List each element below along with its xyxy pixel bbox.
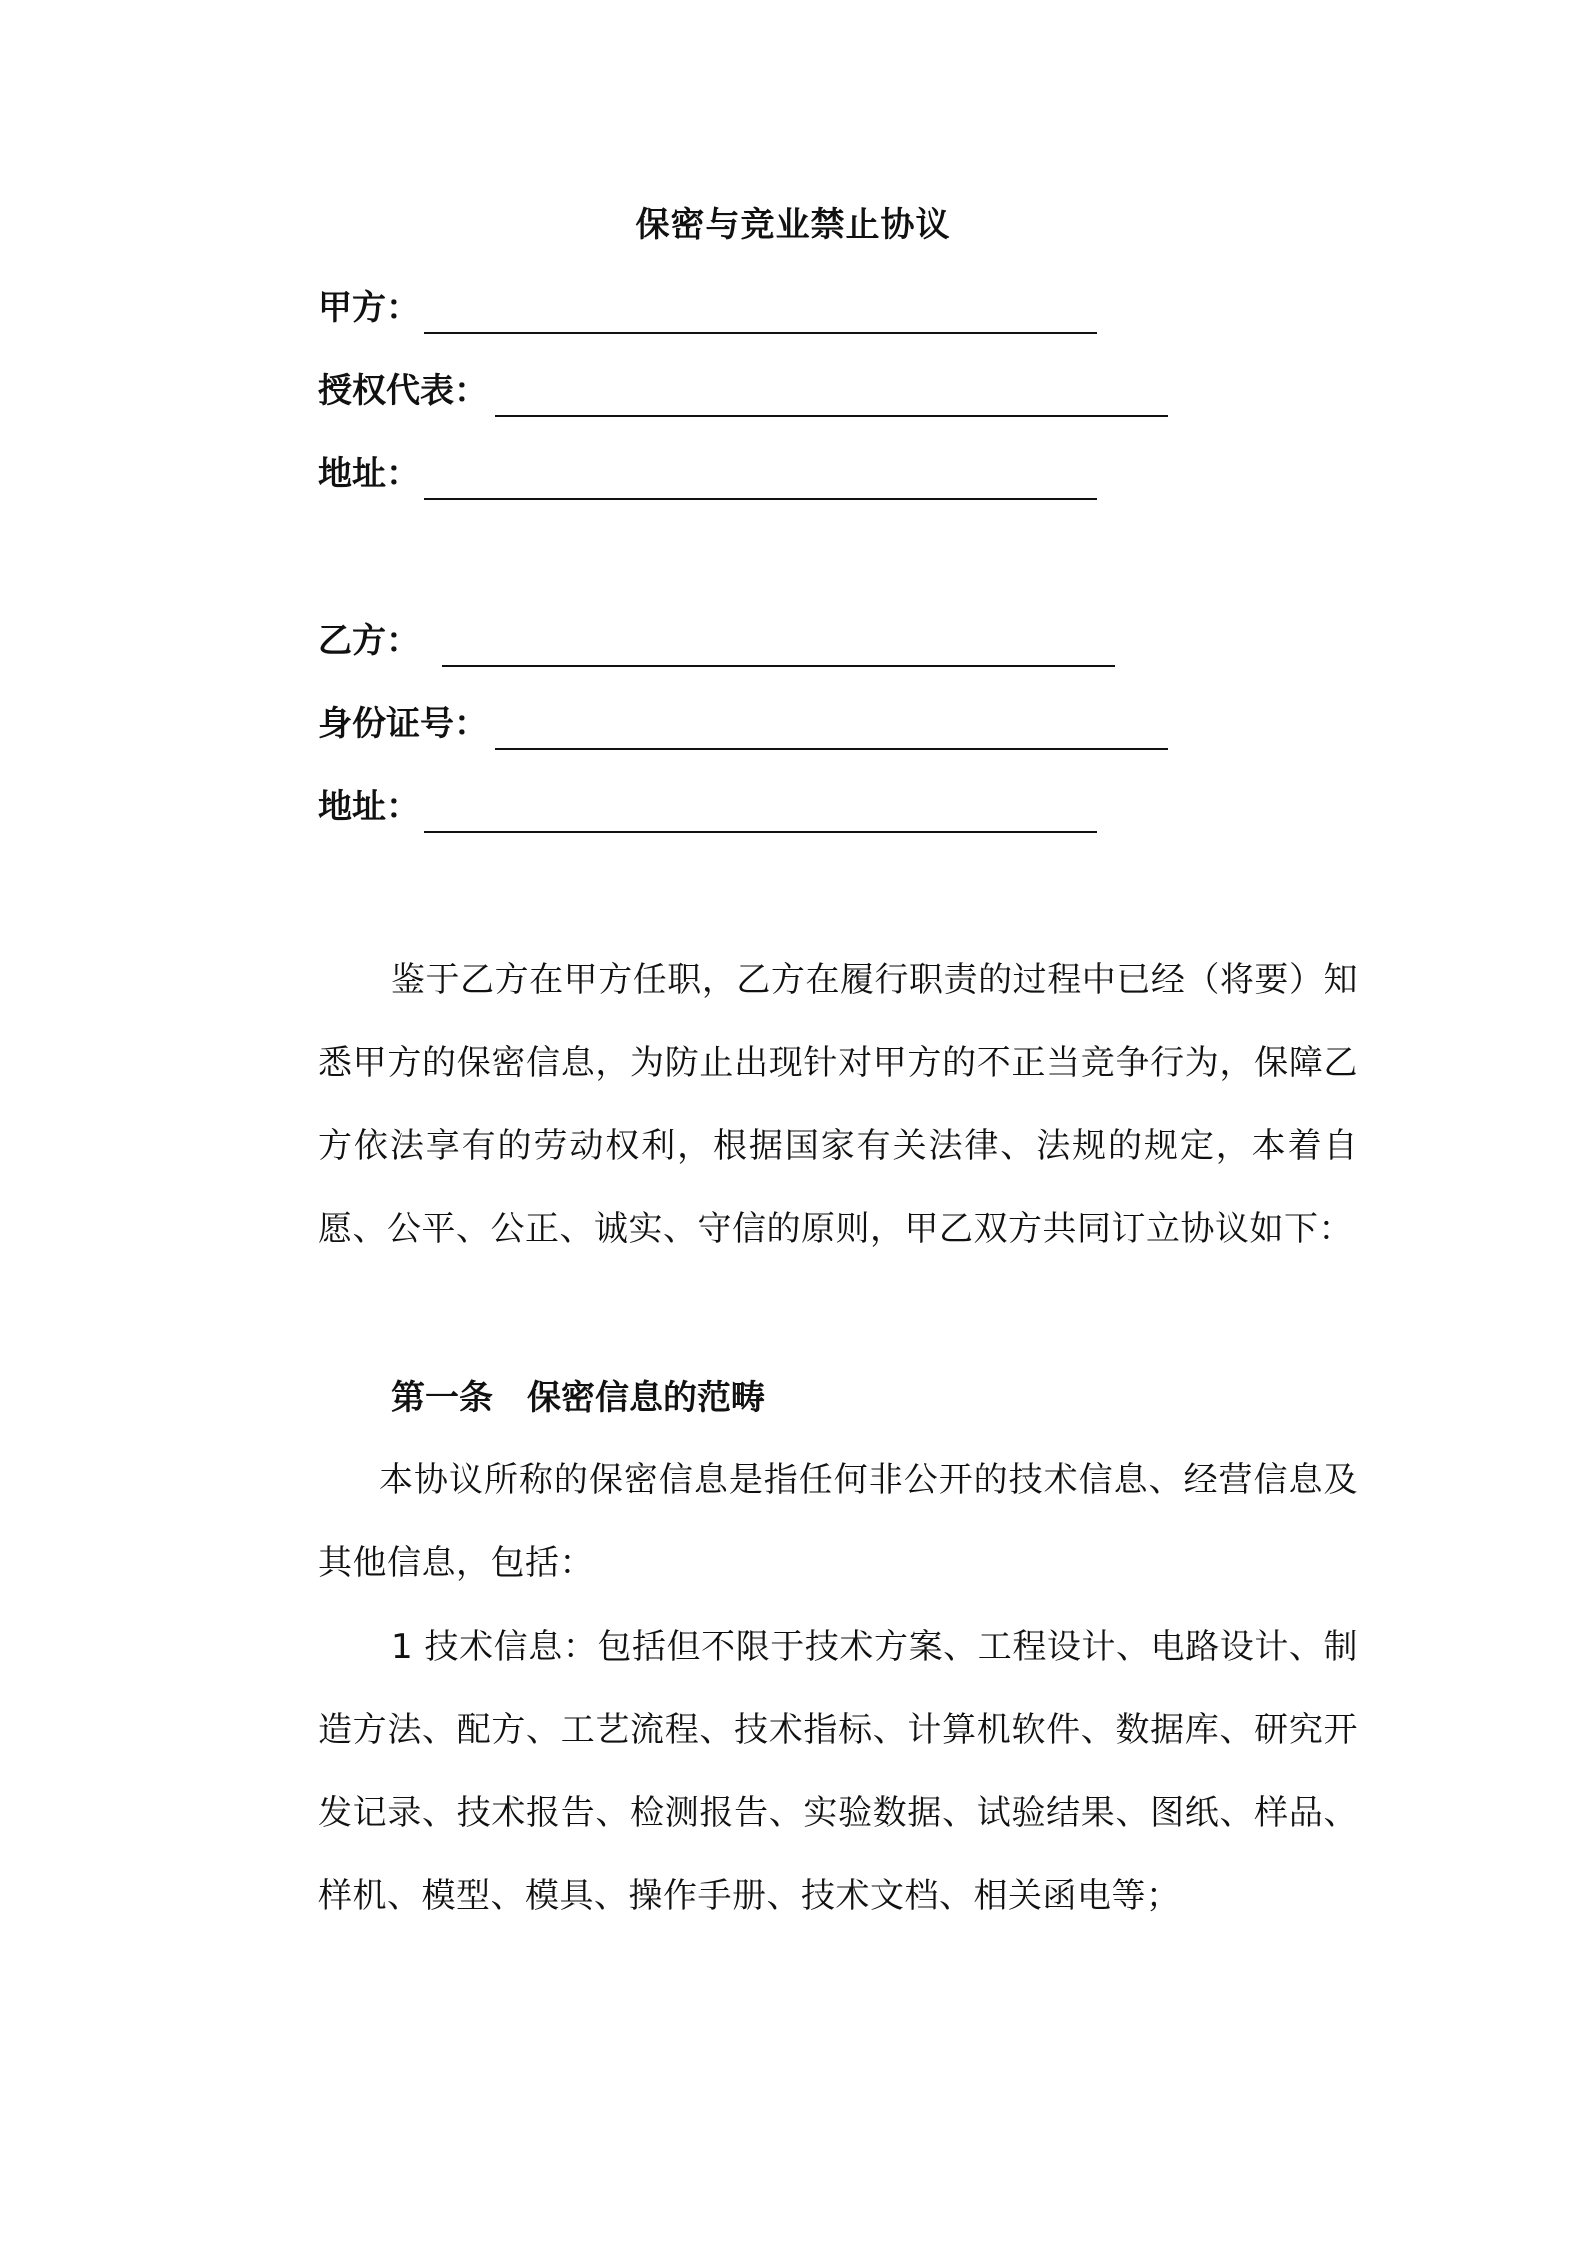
party-b-id-blank-line[interactable]	[495, 748, 1168, 750]
party-b-name-blank-line[interactable]	[442, 665, 1115, 667]
preamble-paragraph: 鉴于乙方在甲方任职，乙方在履行职责的过程中已经（将要）知悉甲方的保密信息，为防止出现针对甲方的不正当竞争行为，保障乙方依法享有的劳动权利，根据国家有关法律、法规的规定，本着自愿、公平、公正、诚实、守信的原则，甲乙双方共同订立协议如下：	[318, 960, 1358, 1249]
party-a-rep-blank-line[interactable]	[495, 415, 1168, 417]
party-a-rep-field[interactable]	[318, 369, 1178, 419]
party-a-address-blank-line[interactable]	[424, 498, 1097, 500]
party-b-address-label: 地址：	[318, 787, 420, 827]
document-title: 保密与竞业禁止协议	[635, 205, 951, 245]
party-b-address-field[interactable]	[318, 785, 1108, 835]
party-a-name-field[interactable]	[318, 286, 1108, 336]
article-1-intro-paragraph: 本协议所称的保密信息是指任何非公开的技术信息、经营信息及其他信息，包括：	[318, 1460, 1358, 1583]
party-a-name-blank-line[interactable]	[424, 332, 1097, 334]
party-b-name-label: 乙方：	[318, 621, 420, 661]
article-1-heading: 第一条 保密信息的范畴	[391, 1378, 765, 1418]
party-b-id-label: 身份证号：	[318, 704, 488, 744]
party-b-name-field[interactable]	[318, 619, 1128, 669]
party-b-id-field[interactable]	[318, 702, 1178, 752]
party-a-address-field[interactable]	[318, 452, 1108, 502]
party-a-rep-label: 授权代表：	[318, 371, 488, 411]
party-a-address-label: 地址：	[318, 454, 420, 494]
article-1-item-1-paragraph: 1 技术信息：包括但不限于技术方案、工程设计、电路设计、制造方法、配方、工艺流程、技术指标、计算机软件、数据库、研究开发记录、技术报告、检测报告、实验数据、试验结果、图纸、样品、样机、模型、模具、操作手册、技术文档、相关函电等；	[318, 1627, 1358, 1916]
party-a-name-label: 甲方：	[318, 288, 420, 328]
party-b-address-blank-line[interactable]	[424, 831, 1097, 833]
